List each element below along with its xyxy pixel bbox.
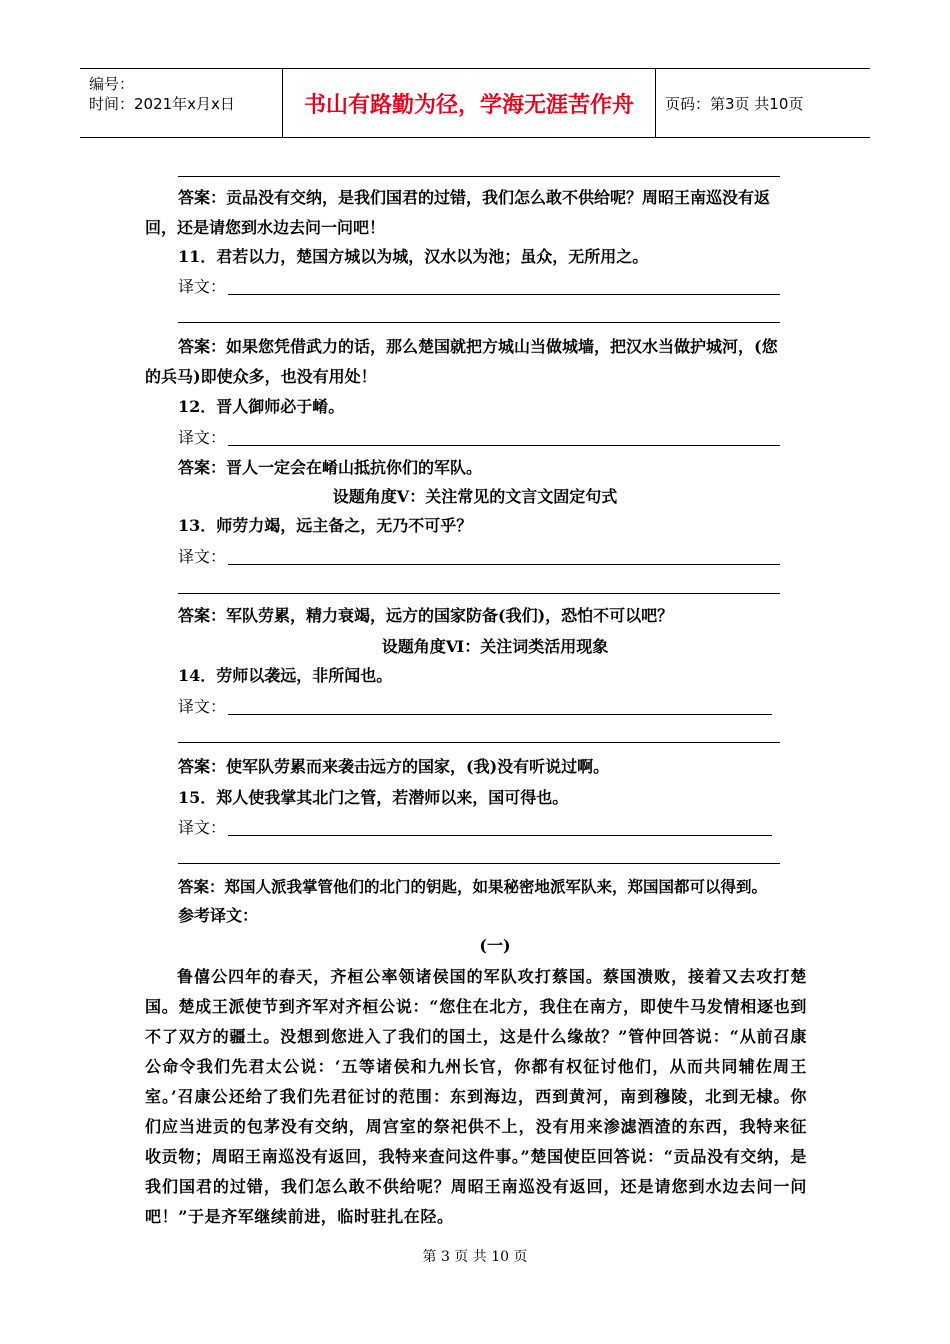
q11-blank-line-2 bbox=[178, 322, 780, 323]
q12-blank-line bbox=[228, 445, 780, 446]
number-label: 编号： bbox=[89, 75, 135, 93]
q13-translation-label: 译文： bbox=[178, 547, 227, 566]
q11-blank-line-1 bbox=[228, 294, 780, 295]
answer-blank-line bbox=[178, 176, 780, 177]
q14-blank-line-1 bbox=[228, 714, 772, 715]
q13-blank-line-2 bbox=[178, 593, 780, 594]
translation-paragraph: 鲁僖公四年的春天，齐桓公率领诸侯国的军队攻打蔡国。蔡国溃败，接着又去攻打楚国。楚成王派使节到齐军对齐桓公说：“您住在北方，我住在南方，即使牛马发情相逐也到不了双方的疆土。没想到您进入了我们的国土，这是什么缘故？”管仲回答说：“从前召康公命令我们先君太公说：‘五等诸侯和九州长官，你都有权征讨他们，从而共同辅佐周王室。’召康公还给了我们先君征讨的范围：东到海边，西到黄河，南到穆陵，北到无棣。你们应当进贡的包茅没有交纳，周宫室的祭祀供不上，没有用来渗滤酒渣的东西，我特来征收贡物；周昭王南巡没有返回，我特来查问这件事。”楚国使臣回答说：“贡品没有交纳，是我们国君的过错，我们怎么敢不供给呢？周昭王南巡没有返回，还是请您到水边去问一问吧！”于是齐军继续前进，临时驻扎在陉。 bbox=[145, 967, 807, 1226]
answer-10-line-1: 答案：贡品没有交纳，是我们国君的过错，我们怎么敢不供给呢？周昭王南巡没有返 bbox=[178, 188, 771, 207]
q13-blank-line-1 bbox=[228, 564, 780, 565]
question-15: 15．郑人使我掌其北门之管，若潜师以来，国可得也。 bbox=[178, 788, 569, 807]
header-motto: 书山有路勤为径，学海无涯苦作舟 bbox=[283, 69, 656, 137]
answer-15: 答案：郑国人派我掌管他们的北门的钥匙，如果秘密地派军队来，郑国国都可以得到。 bbox=[178, 877, 768, 896]
answer-11-line-1: 答案：如果您凭借武力的话，那么楚国就把方城山当做城墙，把汉水当做护城河，(您 bbox=[178, 337, 778, 356]
q15-blank-line-2 bbox=[178, 863, 780, 864]
angle-5-heading: 设题角度Ⅴ：关注常见的文言文固定句式 bbox=[332, 487, 618, 506]
section-1-heading: (一) bbox=[479, 936, 511, 955]
header-page-label: 页码：第3页 共10页 bbox=[665, 94, 804, 113]
reference-translation-title: 参考译文： bbox=[178, 906, 259, 925]
date-label: 时间：2021年x月x日 bbox=[89, 95, 235, 113]
page-footer: 第 3 页 共 10 页 bbox=[422, 1249, 528, 1265]
page-header bbox=[80, 68, 870, 138]
q15-translation-label: 译文： bbox=[178, 818, 227, 837]
question-12: 12．晋人御师必于崤。 bbox=[178, 397, 345, 416]
answer-11-line-2: 的兵马)即使众多，也没有用处！ bbox=[145, 367, 377, 386]
answer-14: 答案：使军队劳累而来袭击远方的国家，(我)没有听说过啊。 bbox=[178, 757, 610, 776]
angle-6-heading: 设题角度Ⅵ：关注词类活用现象 bbox=[381, 637, 609, 656]
question-11: 11．君若以力，楚国方城以为城，汉水以为池；虽众，无所用之。 bbox=[178, 247, 649, 266]
answer-10-line-2: 回，还是请您到水边去问一问吧！ bbox=[145, 218, 386, 237]
q14-translation-label: 译文： bbox=[178, 697, 227, 716]
header-meta bbox=[80, 69, 283, 137]
q11-translation-label: 译文： bbox=[178, 277, 227, 296]
question-14: 14．劳师以袭远，非所闻也。 bbox=[178, 666, 393, 685]
answer-13: 答案：军队劳累，精力衰竭，远方的国家防备(我们)，恐怕不可以吧？ bbox=[178, 606, 674, 625]
answer-12: 答案：晋人一定会在崤山抵抗你们的军队。 bbox=[178, 458, 483, 477]
q14-blank-line-2 bbox=[178, 742, 780, 743]
q12-translation-label: 译文： bbox=[178, 428, 227, 447]
question-13: 13．师劳力竭，远主备之，无乃不可乎？ bbox=[178, 516, 473, 535]
q15-blank-line-1 bbox=[228, 835, 772, 836]
